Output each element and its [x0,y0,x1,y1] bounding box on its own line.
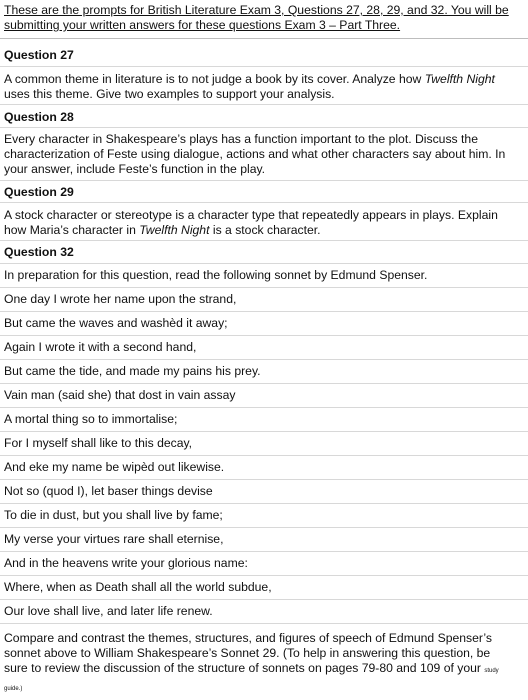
divider [0,287,528,288]
sonnet-line: My verse your virtues rare shall eternise, [4,532,224,546]
question-27-text: A common theme in literature is to not judge a book by its cover. Analyze how [4,72,425,86]
question-28-line-1: Every character in Shakespeare’s plays has a function important to the plot. Discuss the [4,132,478,146]
question-29-text-end: is a stock character. [209,223,321,237]
divider [0,104,528,105]
question-29-line-2 [4,223,524,238]
question-29-text: how Maria’s character in [4,223,140,237]
question-28-line-2: characterization of Feste using dialogue, actions and what other characters say about him. In [4,147,506,161]
divider [0,127,528,128]
question-32-line-1: Compare and contrast the themes, structures, and figures of speech of Edmund Spenser’s [4,631,492,645]
sonnet-line: To die in dust, but you shall live by fame; [4,508,223,522]
sonnet-line: And in the heavens write your glorious name: [4,556,248,570]
question-32-preparation: In preparation for this question, read the following sonnet by Edmund Spenser. [4,268,428,282]
divider [0,551,528,552]
divider [0,575,528,576]
divider [0,623,528,624]
divider [0,202,528,203]
sonnet-line: But came the tide, and made my pains his prey. [4,364,261,378]
question-28-line-3: your answer, include Feste’s function in the play. [4,162,266,176]
study-word: study [484,668,499,674]
sonnet-line: Our love shall live, and later life renew. [4,604,213,618]
question-29-prompt [4,208,524,238]
divider [0,527,528,528]
divider [0,431,528,432]
sonnet-line: Not so (quod I), let baser things devise [4,484,213,498]
divider [0,66,528,67]
play-title: Twelfth Night [139,223,210,237]
sonnet-line: But came the waves and washèd it away; [4,316,228,330]
divider [0,240,528,241]
question-27-line-2: uses this theme. Give two examples to support your analysis. [4,87,335,101]
divider [0,311,528,312]
question-32-line-3 [4,661,524,679]
question-28-prompt [4,132,524,177]
question-28-heading: Question 28 [4,110,74,124]
question-32-line-4 [4,679,524,697]
sonnet-line: One day I wrote her name upon the strand, [4,292,237,306]
divider [0,407,528,408]
sonnet-line: A mortal thing so to immortalise; [4,412,178,426]
divider [0,263,528,264]
question-32-prompt [4,631,524,697]
question-27-heading: Question 27 [4,48,74,62]
divider [0,479,528,480]
question-27-prompt [4,72,524,102]
intro-text [4,3,522,33]
divider [0,455,528,456]
divider [0,599,528,600]
question-29-heading: Question 29 [4,185,74,199]
sonnet-line: Where, when as Death shall all the world subdue, [4,580,272,594]
sonnet-line: Again I wrote it with a second hand, [4,340,197,354]
divider [0,335,528,336]
divider [0,383,528,384]
divider [0,180,528,181]
divider [0,38,528,39]
divider [0,503,528,504]
sonnet-line: Vain man (said she) that dost in vain assay [4,388,236,402]
intro-line-2: submitting your written answers for these questions Exam 3 – Part Three. [4,18,401,32]
intro-line-1: These are the prompts for British Literature Exam 3, Questions 27, 28, 29, and 32. You will be [4,3,509,17]
divider [0,359,528,360]
question-32-line-2: sonnet above to William Shakespeare’s Sonnet 29. (To help in answering this question, be [4,646,491,660]
question-29-line-1: A stock character or stereotype is a character type that repeatedly appears in plays. Explain [4,208,498,222]
sonnet-line: For I myself shall like to this decay, [4,436,193,450]
question-32-heading: Question 32 [4,245,74,259]
question-32-text: sure to review the discussion of the structure of sonnets on pages 79-80 and 109 of your [4,661,485,675]
play-title: Twelfth Night [424,72,495,86]
guide-word: guide.) [4,686,23,692]
question-27-line-1 [4,72,524,87]
sonnet-line: And eke my name be wipèd out likewise. [4,460,225,474]
